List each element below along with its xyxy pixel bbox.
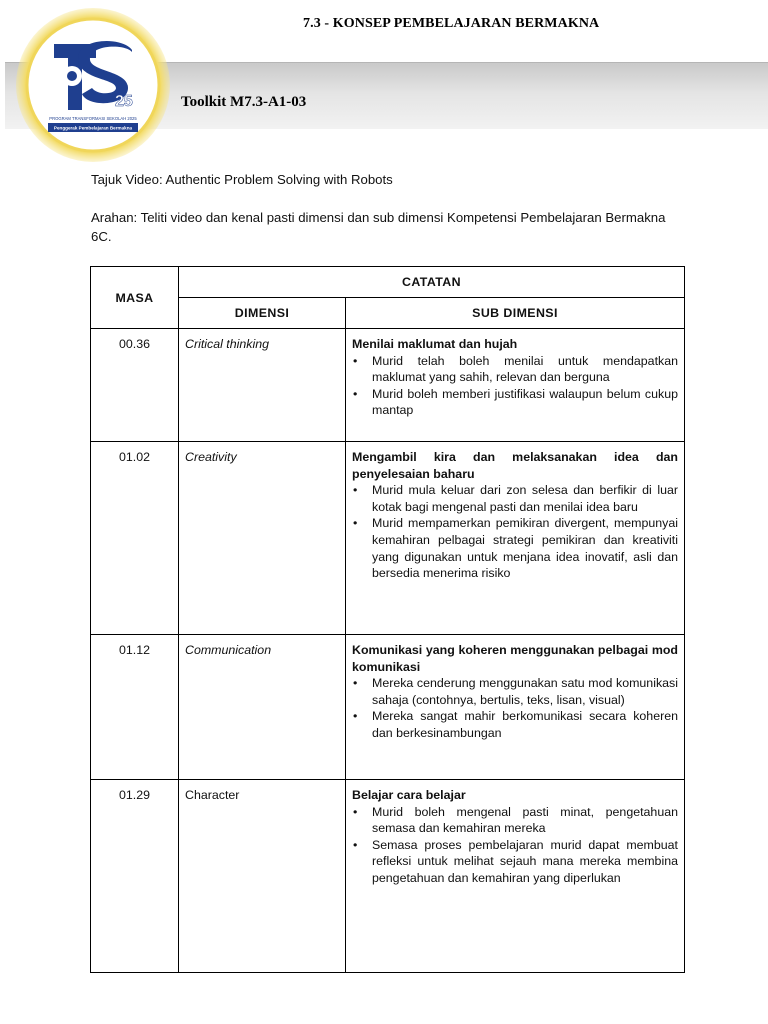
time-cell: 01.02 (91, 442, 179, 635)
table-row (91, 442, 685, 635)
header-dimensi: DIMENSI (179, 298, 346, 329)
dimension-cell: Character (179, 780, 346, 973)
point-list (352, 353, 678, 419)
time-cell: 00.36 (91, 329, 179, 442)
module-title: 7.3 - KONSEP PEMBELAJARAN BERMAKNA (303, 16, 600, 31)
time-cell: 01.12 (91, 635, 179, 780)
toolkit-code: Toolkit M7.3-A1-03 (181, 94, 307, 110)
list-item: • Mereka sangat mahir berkomunikasi secara koheren dan berkesinambungan (352, 708, 678, 741)
point-list (352, 482, 678, 582)
header-sub-dimensi: SUB DIMENSI (346, 298, 685, 329)
table-row (91, 780, 685, 973)
list-item: • Murid mempamerkan pemikiran divergent, mempunyai kemahiran pelbagai strategi pemikiran dan kreativiti yang digunakan untuk menjana idea inovatif, asli dan bersedia menerima risiko (352, 515, 678, 581)
list-item: • Murid telah boleh menilai untuk mendapatkan maklumat yang sahih, relevan dan berguna (352, 353, 678, 386)
sub-dimension-title: Belajar cara belajar (352, 788, 466, 802)
instruction-text: Arahan: Teliti video dan kenal pasti dimensi dan sub dimensi Kompetensi Pembelajaran Bermakna 6C. (91, 210, 666, 244)
sub-dimension-cell (346, 780, 685, 973)
notes-table (90, 266, 685, 973)
point-list (352, 675, 678, 741)
logo-number: 25 (115, 93, 133, 110)
header-masa: MASA (91, 267, 179, 329)
logo-banner-text: Penggerak Pembelajaran Bermakna (53, 125, 133, 131)
dimension-cell: Creativity (179, 442, 346, 635)
logo-small-text: PROGRAM TRANSFORMASI SEKOLAH 2025 (49, 116, 137, 121)
list-item: • Murid mula keluar dari zon selesa dan berfikir di luar kotak bagi mengenal pasti dan menilai idea baru (352, 482, 678, 515)
list-item: • Semasa proses pembelajaran murid dapat membuat refleksi untuk melihat sejauh mana mereka membina pengetahuan dan kemahiran yang diperlukan (352, 837, 678, 887)
sub-dimension-title: Menilai maklumat dan hujah (352, 337, 518, 351)
list-item: • Mereka cenderung menggunakan satu mod komunikasi sahaja (contohnya, bertulis, teks, lisan, visual) (352, 675, 678, 708)
sub-dimension-title: Mengambil kira dan melaksanakan idea dan penyelesaian baharu (352, 450, 678, 481)
dimension-cell: Communication (179, 635, 346, 780)
list-item: • Murid boleh mengenal pasti minat, pengetahuan semasa dan kemahiran mereka (352, 804, 678, 837)
sub-dimension-cell (346, 442, 685, 635)
sub-dimension-cell (346, 635, 685, 780)
table-row (91, 635, 685, 780)
list-item: • Murid boleh memberi justifikasi walaupun belum cukup mantap (352, 386, 678, 419)
video-title: Tajuk Video: Authentic Problem Solving with Robots (91, 172, 393, 187)
header-catatan: CATATAN (179, 267, 685, 298)
dimension-cell: Critical thinking (179, 329, 346, 442)
ts25-logo-icon (14, 6, 172, 164)
table-row (91, 329, 685, 442)
sub-dimension-cell (346, 329, 685, 442)
point-list (352, 804, 678, 887)
time-cell: 01.29 (91, 780, 179, 973)
sub-dimension-title: Komunikasi yang koheren menggunakan pelbagai mod komunikasi (352, 643, 678, 674)
